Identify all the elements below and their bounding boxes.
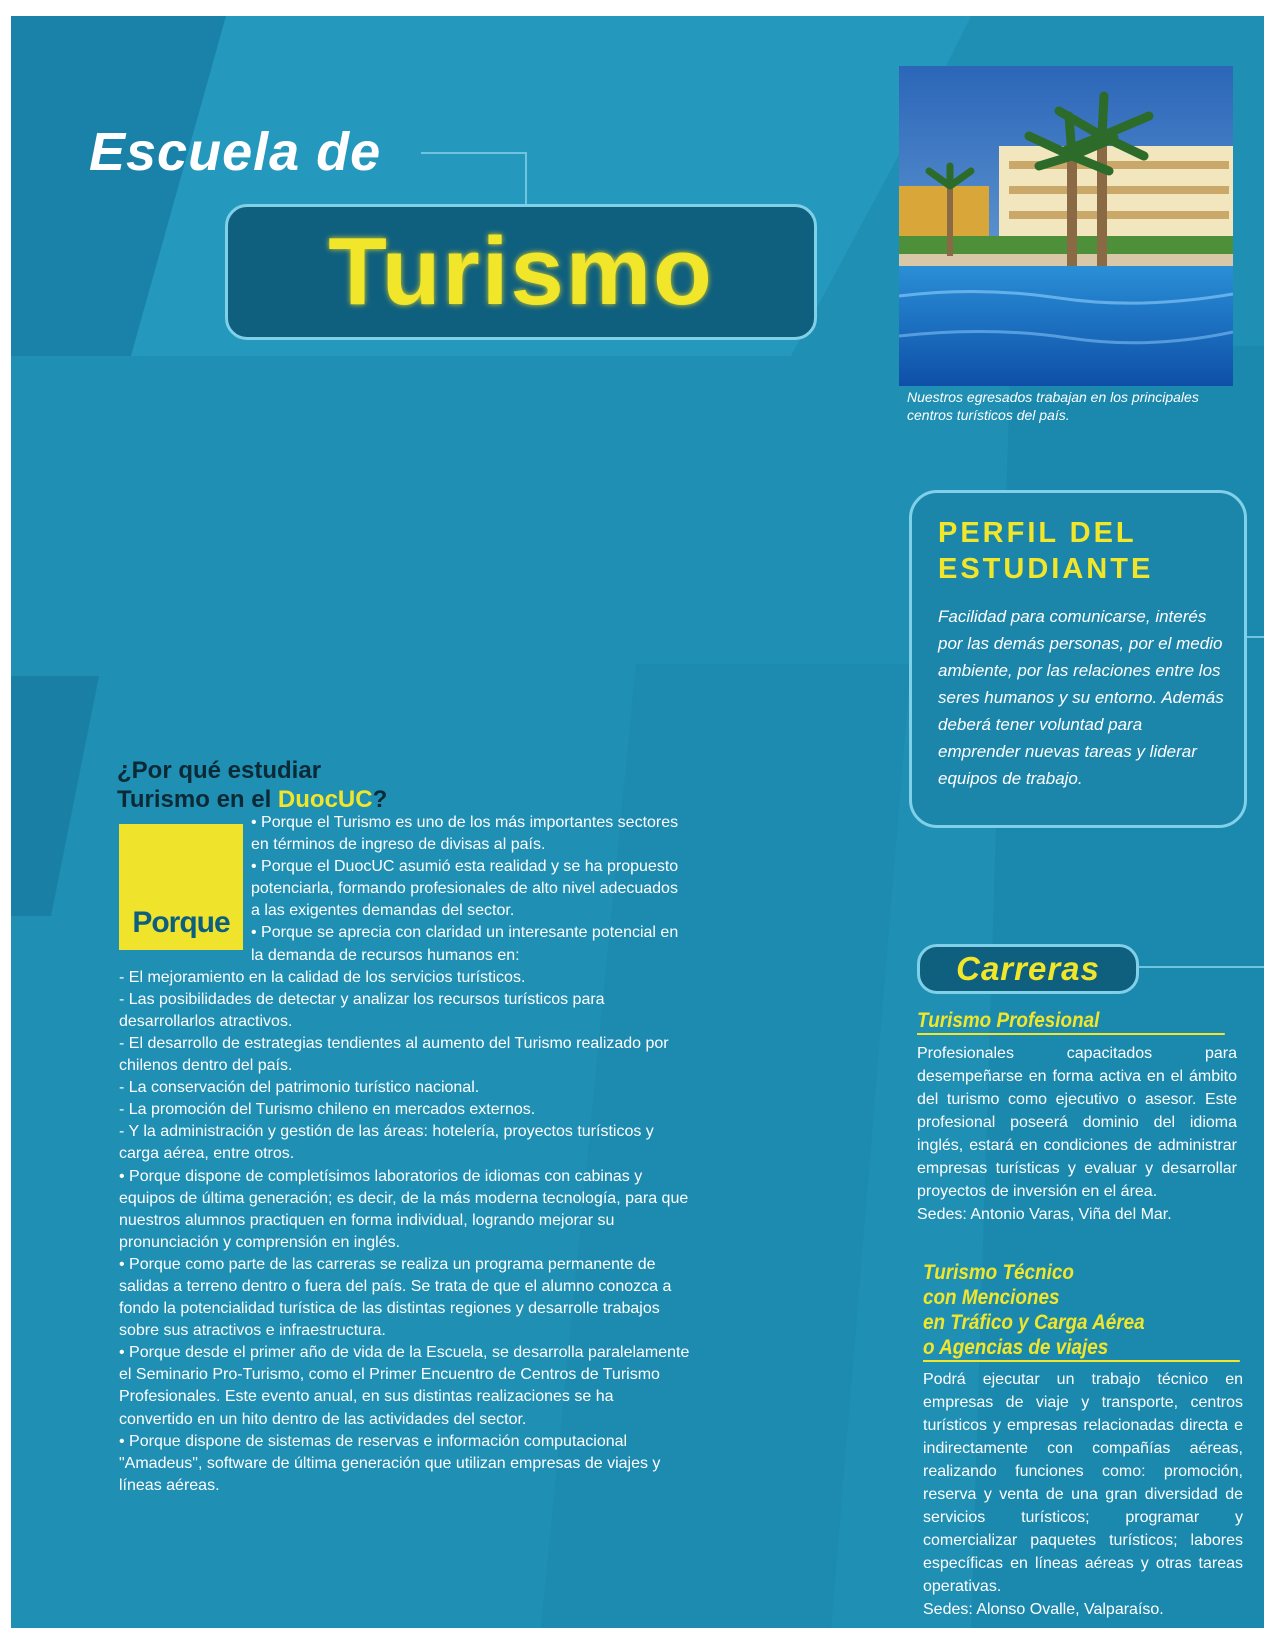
career-title-tecnico — [923, 1260, 1240, 1362]
duocuc-name: DuocUC — [277, 786, 373, 813]
reason-subitem: - Y la administración y gestión de las áreas: hotelería, proyectos turísticos y carga aérea, entre otros. — [119, 1123, 654, 1163]
why-study-title-line1: ¿Por qué estudiar — [117, 757, 322, 784]
school-title: Escuela de — [89, 122, 382, 182]
reasons-list — [119, 812, 691, 1497]
reason-subitem: - El desarrollo de estrategias tendientes al aumento del Turismo realizado por chilenos dentro del país. — [119, 1034, 669, 1075]
student-profile-title-line2: ESTUDIANTE — [938, 553, 1154, 585]
turismo-title: Turismo — [328, 218, 714, 325]
why-study-title — [117, 756, 387, 814]
reason-subitem: - Las posibilidades de detectar y analizar los recursos turísticos para desarrollarlos atractivos. — [119, 990, 605, 1030]
reason-item: • Porque el DuocUC asumió esta realidad y se ha propuesto potenciarla, formando profesionales de alto nivel adecuados a las exigentes demandas del sector. — [251, 858, 679, 920]
reason-item: • Porque dispone de completísimos laboratorios de idiomas con cabinas y equipos de última generación; es decir, de la más moderna tecnología, para que nuestros alumnos practiquen en forma individual, logrando mejorar su pronunciación y comprensión en inglés. — [119, 1167, 689, 1251]
career-description-tecnico — [923, 1368, 1243, 1621]
porque-badge-spacer — [119, 812, 251, 946]
student-profile-title-line1: PERFIL DEL — [938, 517, 1137, 549]
why-study-title-suffix: ? — [372, 786, 388, 813]
reason-item: • Porque se aprecia con claridad un interesante potencial en la demanda de recursos humanos en: — [251, 924, 679, 964]
reason-item: • Porque el Turismo es uno de los más importantes sectores en términos de ingreso de divisas al país. — [251, 814, 679, 854]
resort-photo — [899, 66, 1233, 386]
career-sedes: Sedes: Antonio Varas, Viña del Mar. — [917, 1206, 1172, 1223]
career-title-line: Turismo Técnico — [923, 1261, 1074, 1284]
career-text: Podrá ejecutar un trabajo técnico en empresas de viaje y transporte, centros turísticos y empresas relacionadas directa e indirectamente con compañías aéreas, realizando funciones como: promoción, reserva y venta de una gran diversidad de servicios turísticos; programar y comercializar paquetes turísticos; labores específicas en líneas aéreas y otras tareas operativas. — [923, 1371, 1243, 1595]
careers-connector — [1139, 966, 1264, 968]
photo-caption: Nuestros egresados trabajan en los principales centros turísticos del país. — [907, 389, 1199, 423]
student-profile-text: Facilidad para comunicarse, interés por las demás personas, por el medio ambiente, por las relaciones entre los seres humanos y su entorno. Además deberá tener voluntad para emprender nuevas tareas y liderar equipos de trabajo. — [938, 607, 1224, 788]
reason-subitem: - La promoción del Turismo chileno en mercados externos. — [119, 1101, 536, 1119]
career-title-line: o Agencias de viajes — [923, 1336, 1109, 1359]
career-description-profesional — [917, 1042, 1237, 1226]
reason-item: • Porque como parte de las carreras se realiza un programa permanente de salidas a terreno dentro o fuera del país. Se trata de que el alumno conozca a fondo la potencialidad turística de las distintas regiones y desarrolle trabajos sobre sus atractivos e infraestructura. — [119, 1255, 672, 1340]
career-title-line: con Menciones — [923, 1286, 1060, 1309]
student-profile-connector — [1247, 636, 1264, 638]
why-study-title-line2 — [117, 785, 387, 814]
student-profile-box — [909, 490, 1247, 828]
career-title-line: Turismo Profesional — [917, 1009, 1100, 1032]
reason-subitem: - El mejoramiento en la calidad de los servicios turísticos. — [119, 968, 526, 986]
title-connector-horizontal — [421, 152, 527, 154]
careers-heading: Carreras — [956, 950, 1100, 987]
brochure-page — [11, 16, 1264, 1628]
why-study-title-prefix: Turismo en el — [117, 786, 278, 813]
turismo-title-box — [225, 204, 817, 340]
career-title-line: en Tráfico y Carga Aérea — [923, 1311, 1145, 1334]
reason-item: • Porque dispone de sistemas de reservas e información computacional "Amadeus", software de última generación que utilizan empresas de viajes y líneas aéreas. — [119, 1432, 661, 1494]
bg-shape-mid-left — [11, 676, 99, 916]
career-text: Profesionales capacitados para desempeñarse en forma activa en el ámbito del turismo como ejecutivo o asesor. Este profesional poseerá dominio del idioma inglés, estará en condiciones de administrar empresas turísticas y evaluar y desarrollar proyectos de inversión en el área. — [917, 1045, 1237, 1200]
career-title-profesional — [917, 1008, 1225, 1035]
reason-item: • Porque desde el primer año de vida de la Escuela, se desarrolla paralelamente el Seminario Pro-Turismo, como el Primer Encuentro de Centros de Turismo Profesionales. Este evento anual, en sus distintas realizaciones se ha convertido en un hito dentro de las actividades del sector. — [119, 1344, 690, 1428]
porque-badge-label: Porque — [132, 906, 230, 939]
careers-heading-box — [917, 944, 1139, 994]
reason-subitem: - La conservación del patrimonio turístico nacional. — [119, 1079, 480, 1097]
career-sedes: Sedes: Alonso Ovalle, Valparaíso. — [923, 1601, 1164, 1618]
